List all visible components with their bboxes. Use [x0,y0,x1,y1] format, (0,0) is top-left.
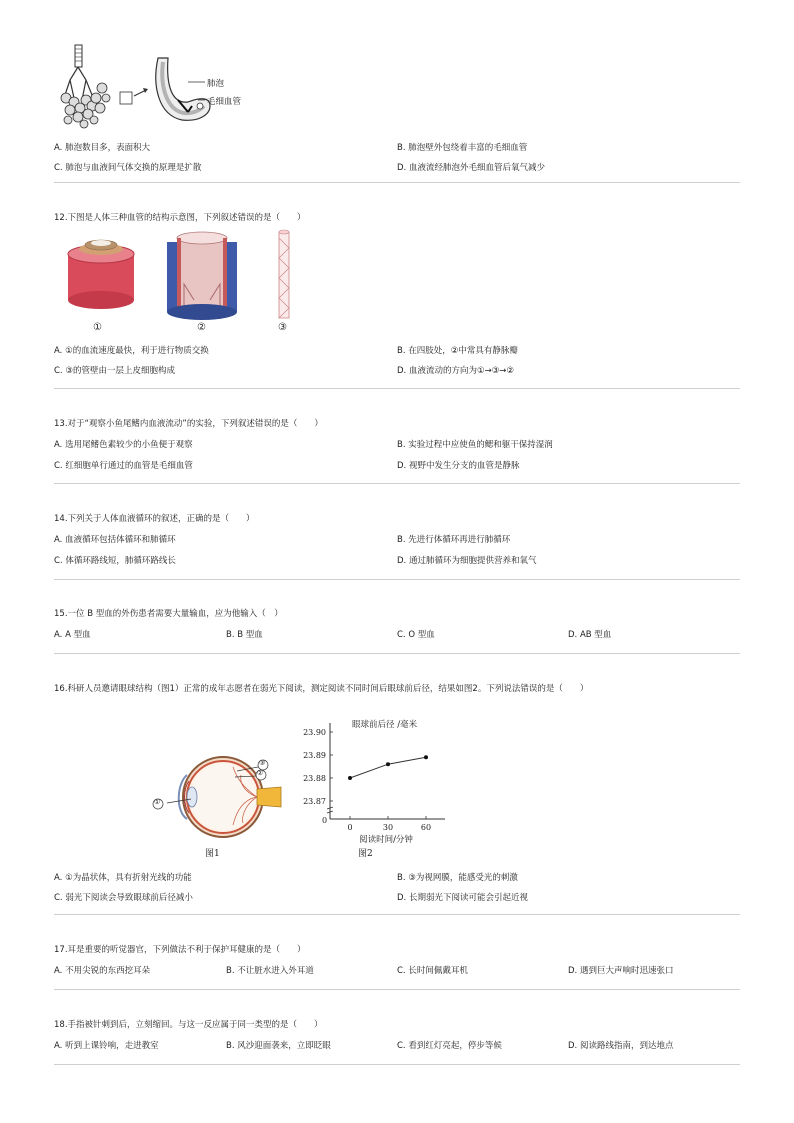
divider [54,1064,740,1065]
capillary-label: 毛细血管 [207,97,242,107]
q11-option-b: B. 肺泡壁外包绕着丰富的毛细血管 [397,143,528,153]
q16-option-b: B. ③为视网膜，能感受光的刺激 [397,873,518,883]
q14-stem: 14.下列关于人体血液循环的叙述，正确的是（ ） [54,514,255,524]
q13-option-b: B. 实验过程中应使鱼的鳃和躯干保持湿润 [397,440,553,450]
vein-number: ② [197,322,206,333]
artery-drawing [68,240,134,309]
q18-option-d: D. 阅读路线指南，到达地点 [568,1041,674,1051]
q13-stem: 13.对于“观察小鱼尾鳍内血液流动”的实验，下列叙述错误的是（ ） [54,419,323,429]
q15-option-b: B. B 型血 [226,630,263,640]
q18-stem: 18.手指被针刺到后，立刻缩回。与这一反应属于同一类型的是（ ） [54,1020,323,1030]
q18-option-c: C. 看到红灯亮起，停步等候 [397,1041,502,1051]
q12-figure [60,228,310,336]
q16-option-a: A. ①为晶状体，具有折射光线的功能 [54,873,192,883]
q16-option-d: D. 长期弱光下阅读可能会引起近视 [397,893,528,903]
q12-option-c: C. ③的管壁由一层上皮细胞构成 [54,366,175,376]
q11-option-a: A. 肺泡数目多，表面积大 [54,143,151,153]
q18-option-a: A. 听到上课铃响，走进教室 [54,1041,159,1051]
divider [54,989,740,990]
fig2-caption: 图2 [358,849,373,859]
divider [54,388,740,389]
fig1-caption: 图1 [205,849,220,859]
q17-option-c: C. 长时间佩戴耳机 [397,966,468,976]
y-tick-label: 23.88 [303,774,326,783]
q15-option-a: A. A 型血 [54,630,91,640]
q13-option-c: C. 红细胞单行通过的血管是毛细血管 [54,461,193,471]
q17-stem: 17.耳是重要的听觉器官，下列做法不利于保护耳健康的是（ ） [54,945,306,955]
q12-option-a: A. ①的血流速度最快，利于进行物质交换 [54,346,209,356]
divider [54,579,740,580]
eye-label-2: ② [257,769,264,777]
q14-option-c: C. 体循环路线短，肺循环路线长 [54,556,176,566]
q17-option-a: A. 不用尖锐的东西挖耳朵 [54,966,151,976]
eye-figure [145,745,285,860]
alveolus-label: 肺泡 [207,79,225,89]
y-tick-label: 23.89 [303,751,326,760]
divider [54,914,740,915]
q14-option-a: A. 血液循环包括体循环和肺循环 [54,535,176,545]
q16-option-c: C. 弱光下阅读会导致眼球前后径减小 [54,893,193,903]
q14-option-b: B. 先进行体循环再进行肺循环 [397,535,511,545]
data-point [386,762,390,766]
q18-option-b: B. 风沙迎面袭来，立即眨眼 [226,1041,331,1051]
q13-option-d: D. 视野中发生分支的血管是静脉 [397,461,520,471]
q15-option-d: D. AB 型血 [568,630,612,640]
q15-option-c: C. O 型血 [397,630,435,640]
q11-option-c: C. 肺泡与血液间气体交换的原理是扩散 [54,163,202,173]
x-tick-label: 0 [347,823,353,832]
eye-label-3: ③ [259,759,266,767]
divider [54,483,740,484]
y-tick-label: 23.90 [303,728,326,737]
x-tick-label: 60 [420,823,432,832]
eye-label-1: ① [154,798,161,806]
origin-label: 0 [322,816,328,825]
q17-option-d: D. 遇到巨大声响时迅速张口 [568,966,674,976]
q12-option-b: B. 在四肢处，②中常具有静脉瓣 [397,346,518,356]
q16-stem: 16.科研人员邀请眼球结构（图1）正常的成年志愿者在弱光下阅读，测定阅读不同时间后眼球前后径，结果如图2。下列说法错误的是（ ） [54,684,589,694]
data-point [348,776,352,780]
capillary-drawing [279,230,289,318]
vein-drawing [167,232,237,320]
fig2-chart [300,715,460,860]
q17-option-b: B. 不让脏水进入外耳道 [226,966,314,976]
divider [54,653,740,654]
q14-option-d: D. 通过肺循环为细胞提供营养和氧气 [397,556,537,566]
artery-number: ① [93,322,102,333]
q12-stem: 12.下图是人体三种血管的结构示意图，下列叙述错误的是（ ） [54,213,306,223]
q13-option-a: A. 选用尾鳍色素较少的小鱼便于观察 [54,440,193,450]
y-axis-label: 眼球前后径 /毫米 [352,720,418,730]
lung-alveolus-illustration [60,40,260,135]
q11-figure [60,40,260,135]
blood-vessels-illustration [60,228,310,336]
x-axis-label: 阅读时间/分钟 [359,835,413,845]
series-line [350,757,426,778]
divider [54,182,740,183]
data-point [424,755,428,759]
eye-length-line-chart [300,715,460,845]
q12-option-d: D. 血液流动的方向为①→③→② [397,366,515,376]
q11-option-d: D. 血液流经肺泡外毛细血管后氧气减少 [397,163,545,173]
q15-stem: 15.一位 B 型血的外伤患者需要大量输血，应为他输入（ ） [54,609,283,619]
y-tick-label: 23.87 [303,797,326,806]
x-tick-label: 30 [382,823,394,832]
capillary-number: ③ [278,322,287,333]
